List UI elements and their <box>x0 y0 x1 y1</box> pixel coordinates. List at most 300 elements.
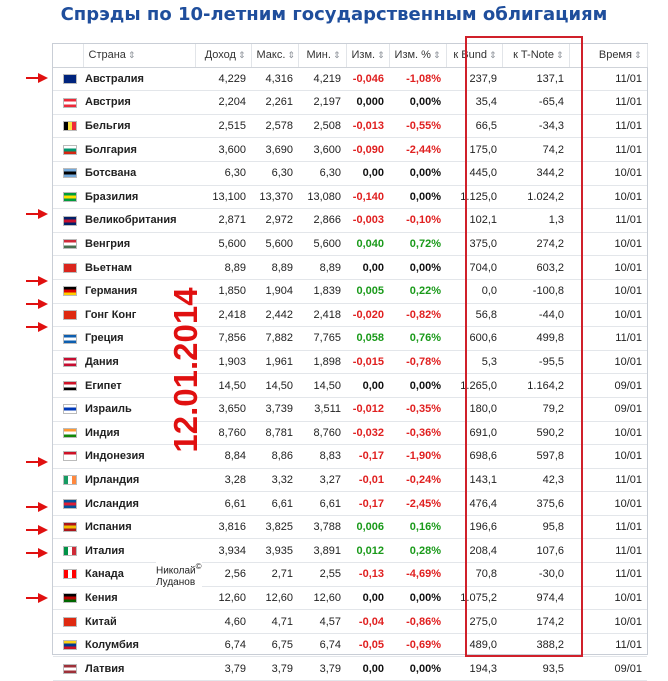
table-row[interactable] <box>53 421 647 445</box>
red-arrow-icon <box>26 299 48 309</box>
column-header-vs-bund[interactable]: к Bund ⇕ <box>446 44 502 67</box>
cell-change: 0,00 <box>346 256 389 280</box>
cell-vs-bund: 0,0 <box>446 279 502 303</box>
cell-low: 3,891 <box>298 539 346 563</box>
cell-high: 13,370 <box>251 185 298 209</box>
flag-cell <box>53 138 83 162</box>
cell-country[interactable]: Дания <box>83 350 195 374</box>
cell-country[interactable]: Бельгия <box>83 114 195 138</box>
cell-change: -0,032 <box>346 421 389 445</box>
cell-yield: 4,229 <box>195 67 251 91</box>
cell-country[interactable]: Болгария <box>83 138 195 162</box>
cell-change: -0,140 <box>346 185 389 209</box>
cell-vs-tnote: 95,8 <box>502 515 569 539</box>
cell-yield: 2,515 <box>195 114 251 138</box>
cell-high: 5,600 <box>251 232 298 256</box>
table-row[interactable] <box>53 350 647 374</box>
cell-vs-tnote: 79,2 <box>502 397 569 421</box>
cell-country[interactable]: Гонг Конг <box>83 303 195 327</box>
cell-country[interactable]: Исландия <box>83 492 195 516</box>
cell-vs-tnote: 137,1 <box>502 67 569 91</box>
cell-vs-tnote: 74,2 <box>502 138 569 162</box>
cell-vs-bund: 102,1 <box>446 209 502 233</box>
cell-change: -0,046 <box>346 67 389 91</box>
cell-time: 10/01 <box>569 279 647 303</box>
country-flag-icon <box>63 357 77 367</box>
cell-change-pct: -2,44% <box>389 138 446 162</box>
cell-vs-bund: 489,0 <box>446 633 502 657</box>
flag-cell <box>53 492 83 516</box>
column-header-time[interactable]: Время ⇕ <box>569 44 647 67</box>
flag-cell <box>53 327 83 351</box>
cell-change-pct: 0,76% <box>389 327 446 351</box>
cell-low: 3,600 <box>298 138 346 162</box>
red-arrow-icon <box>26 593 48 603</box>
cell-country[interactable]: Ирландия <box>83 468 195 492</box>
table-row[interactable] <box>53 610 647 634</box>
table-row[interactable] <box>53 586 647 610</box>
cell-low: 14,50 <box>298 374 346 398</box>
cell-yield: 2,871 <box>195 209 251 233</box>
cell-country[interactable]: Кения <box>83 586 195 610</box>
country-flag-icon <box>63 664 77 674</box>
cell-change-pct: -0,24% <box>389 468 446 492</box>
cell-yield: 3,600 <box>195 138 251 162</box>
cell-time: 09/01 <box>569 657 647 681</box>
flag-cell <box>53 586 83 610</box>
country-flag-icon <box>63 74 77 84</box>
flag-cell <box>53 279 83 303</box>
cell-country[interactable]: Израиль <box>83 397 195 421</box>
cell-country[interactable]: Австрия <box>83 91 195 115</box>
sort-icon[interactable]: ⇕ <box>237 50 246 61</box>
table-row[interactable] <box>53 539 647 563</box>
sort-icon[interactable]: ⇕ <box>633 50 642 61</box>
cell-high: 2,442 <box>251 303 298 327</box>
table-row[interactable] <box>53 138 647 162</box>
cell-low: 3,788 <box>298 515 346 539</box>
cell-low: 3,79 <box>298 657 346 681</box>
flag-cell <box>53 256 83 280</box>
cell-country[interactable]: Египет <box>83 374 195 398</box>
cell-low: 1,839 <box>298 279 346 303</box>
cell-country[interactable]: Великобритания <box>83 209 195 233</box>
cell-change: -0,13 <box>346 563 389 587</box>
country-flag-icon <box>63 310 77 320</box>
red-arrow-icon <box>26 209 48 219</box>
cell-change-pct: 0,00% <box>389 91 446 115</box>
country-flag-icon <box>63 216 77 226</box>
cell-high: 8,781 <box>251 421 298 445</box>
cell-change-pct: -4,69% <box>389 563 446 587</box>
flag-cell <box>53 303 83 327</box>
cell-change: -0,04 <box>346 610 389 634</box>
cell-high: 1,961 <box>251 350 298 374</box>
cell-low: 8,89 <box>298 256 346 280</box>
cell-low: 4,57 <box>298 610 346 634</box>
cell-country[interactable]: Италия <box>83 539 195 563</box>
table-row[interactable] <box>53 492 647 516</box>
bond-spread-table-container <box>52 43 648 675</box>
cell-change: -0,015 <box>346 350 389 374</box>
cell-country[interactable]: Ботсвана <box>83 161 195 185</box>
cell-country[interactable]: Испания <box>83 515 195 539</box>
cell-low: 6,61 <box>298 492 346 516</box>
table-row[interactable] <box>53 232 647 256</box>
table-row[interactable] <box>53 91 647 115</box>
flag-cell <box>53 633 83 657</box>
cell-high: 1,904 <box>251 279 298 303</box>
column-header-high[interactable]: Макс. ⇕ <box>251 44 298 67</box>
cell-change: -0,01 <box>346 468 389 492</box>
cell-time: 11/01 <box>569 114 647 138</box>
cell-change-pct: 0,16% <box>389 515 446 539</box>
cell-low: 3,511 <box>298 397 346 421</box>
cell-change-pct: -0,35% <box>389 397 446 421</box>
sort-icon[interactable]: ⇕ <box>377 50 385 61</box>
cell-time: 10/01 <box>569 445 647 469</box>
table-row[interactable] <box>53 327 647 351</box>
column-header-yield[interactable]: Доход ⇕ <box>195 44 251 67</box>
flag-cell <box>53 232 83 256</box>
table-row[interactable] <box>53 563 647 587</box>
cell-high: 6,61 <box>251 492 298 516</box>
cell-change-pct: 0,28% <box>389 539 446 563</box>
cell-high: 14,50 <box>251 374 298 398</box>
cell-low: 6,74 <box>298 633 346 657</box>
table-row[interactable] <box>53 185 647 209</box>
flag-column-header <box>53 44 83 67</box>
cell-vs-tnote: 375,6 <box>502 492 569 516</box>
table-header-row <box>53 44 647 67</box>
cell-high: 8,86 <box>251 445 298 469</box>
cell-vs-bund: 66,5 <box>446 114 502 138</box>
cell-yield: 12,60 <box>195 586 251 610</box>
table-row[interactable] <box>53 445 647 469</box>
table-row[interactable] <box>53 67 647 91</box>
cell-vs-bund: 5,3 <box>446 350 502 374</box>
sort-icon[interactable]: ⇕ <box>332 50 341 61</box>
flag-cell <box>53 350 83 374</box>
cell-country[interactable]: Индия <box>83 421 195 445</box>
cell-high: 7,882 <box>251 327 298 351</box>
cell-yield: 8,760 <box>195 421 251 445</box>
author-first-name: Николай <box>156 565 196 577</box>
table-row[interactable] <box>53 374 647 398</box>
flag-cell <box>53 563 83 587</box>
cell-time: 10/01 <box>569 421 647 445</box>
country-flag-icon <box>63 192 77 202</box>
flag-cell <box>53 539 83 563</box>
country-flag-icon <box>63 239 77 249</box>
cell-yield: 2,418 <box>195 303 251 327</box>
cell-time: 10/01 <box>569 586 647 610</box>
cell-time: 10/01 <box>569 350 647 374</box>
cell-vs-bund: 143,1 <box>446 468 502 492</box>
cell-vs-bund: 56,8 <box>446 303 502 327</box>
table-row[interactable] <box>53 468 647 492</box>
cell-change-pct: 0,00% <box>389 657 446 681</box>
cell-yield: 3,816 <box>195 515 251 539</box>
date-stamp: 12.01.2014 <box>167 287 204 453</box>
cell-time: 11/01 <box>569 67 647 91</box>
author-last-name: Луданов <box>156 577 196 589</box>
cell-yield: 3,650 <box>195 397 251 421</box>
cell-high: 3,935 <box>251 539 298 563</box>
cell-change: -0,17 <box>346 445 389 469</box>
cell-vs-bund: 70,8 <box>446 563 502 587</box>
cell-change-pct: 0,00% <box>389 161 446 185</box>
cell-time: 10/01 <box>569 492 647 516</box>
cell-time: 10/01 <box>569 303 647 327</box>
cell-country[interactable]: Германия <box>83 279 195 303</box>
cell-country[interactable]: Вьетнам <box>83 256 195 280</box>
country-flag-icon <box>63 640 77 650</box>
cell-country[interactable]: Индонезия <box>83 445 195 469</box>
cell-vs-tnote: 499,8 <box>502 327 569 351</box>
cell-vs-tnote: -30,0 <box>502 563 569 587</box>
column-header-change[interactable]: Изм. ⇕ <box>346 44 389 67</box>
cell-vs-tnote: -44,0 <box>502 303 569 327</box>
cell-country[interactable]: Греция <box>83 327 195 351</box>
cell-time: 11/01 <box>569 91 647 115</box>
cell-change: 0,005 <box>346 279 389 303</box>
cell-change-pct: -2,45% <box>389 492 446 516</box>
cell-country[interactable]: Бразилия <box>83 185 195 209</box>
flag-cell <box>53 610 83 634</box>
cell-change-pct: -1,08% <box>389 67 446 91</box>
table-row[interactable] <box>53 279 647 303</box>
cell-change: 0,00 <box>346 161 389 185</box>
cell-time: 10/01 <box>569 185 647 209</box>
cell-change: -0,090 <box>346 138 389 162</box>
table-row[interactable] <box>53 161 647 185</box>
cell-time: 11/01 <box>569 327 647 351</box>
flag-cell <box>53 91 83 115</box>
table-row[interactable] <box>53 303 647 327</box>
cell-yield: 5,600 <box>195 232 251 256</box>
cell-change: 0,00 <box>346 586 389 610</box>
country-flag-icon <box>63 522 77 532</box>
flag-cell <box>53 185 83 209</box>
cell-low: 2,55 <box>298 563 346 587</box>
country-flag-icon <box>63 404 77 414</box>
cell-vs-tnote: 590,2 <box>502 421 569 445</box>
country-flag-icon <box>63 593 77 603</box>
cell-vs-bund: 194,3 <box>446 657 502 681</box>
country-flag-icon <box>63 263 77 273</box>
cell-vs-bund: 600,6 <box>446 327 502 351</box>
cell-vs-tnote: 42,3 <box>502 468 569 492</box>
cell-high: 12,60 <box>251 586 298 610</box>
cell-yield: 3,79 <box>195 657 251 681</box>
table-row[interactable] <box>53 397 647 421</box>
cell-country[interactable]: Латвия <box>83 657 195 681</box>
flag-cell <box>53 515 83 539</box>
cell-vs-bund: 1.125,0 <box>446 185 502 209</box>
column-header-vs-tnote[interactable]: к T-Note ⇕ <box>502 44 569 67</box>
cell-time: 10/01 <box>569 232 647 256</box>
flag-cell <box>53 421 83 445</box>
cell-yield: 8,89 <box>195 256 251 280</box>
cell-country[interactable]: Венгрия <box>83 232 195 256</box>
column-header-low[interactable]: Мин. ⇕ <box>298 44 346 67</box>
cell-country[interactable]: Колумбия <box>83 633 195 657</box>
country-flag-icon <box>63 569 77 579</box>
flag-cell <box>53 374 83 398</box>
cell-high: 3,739 <box>251 397 298 421</box>
page-title: Спрэды по 10-летним государственным облигациям <box>60 4 608 25</box>
cell-change-pct: 0,00% <box>389 185 446 209</box>
cell-yield: 4,60 <box>195 610 251 634</box>
cell-change-pct: 0,22% <box>389 279 446 303</box>
cell-vs-bund: 1.075,2 <box>446 586 502 610</box>
flag-cell <box>53 114 83 138</box>
cell-vs-tnote: 388,2 <box>502 633 569 657</box>
cell-change: 0,058 <box>346 327 389 351</box>
cell-yield: 1,903 <box>195 350 251 374</box>
table-row[interactable] <box>53 657 647 681</box>
cell-high: 4,316 <box>251 67 298 91</box>
cell-change: -0,020 <box>346 303 389 327</box>
country-flag-icon <box>63 121 77 131</box>
cell-high: 8,89 <box>251 256 298 280</box>
cell-high: 3,79 <box>251 657 298 681</box>
cell-yield: 6,61 <box>195 492 251 516</box>
sort-icon[interactable]: ⇕ <box>127 50 136 61</box>
column-header-change-pct[interactable]: Изм. % ⇕ <box>389 44 446 67</box>
cell-low: 12,60 <box>298 586 346 610</box>
red-arrow-icon <box>26 548 48 558</box>
country-flag-icon <box>63 546 77 556</box>
cell-low: 2,866 <box>298 209 346 233</box>
sort-icon[interactable]: ⇕ <box>287 50 295 61</box>
cell-yield: 8,84 <box>195 445 251 469</box>
cell-country[interactable]: Австралия <box>83 67 195 91</box>
cell-vs-tnote: -65,4 <box>502 91 569 115</box>
cell-yield: 7,856 <box>195 327 251 351</box>
cell-change: -0,012 <box>346 397 389 421</box>
author-signature <box>156 561 202 589</box>
table-row[interactable] <box>53 256 647 280</box>
country-flag-icon <box>63 145 77 155</box>
cell-country[interactable]: Китай <box>83 610 195 634</box>
sort-icon[interactable]: ⇕ <box>555 50 564 61</box>
cell-time: 09/01 <box>569 374 647 398</box>
cell-change-pct: -0,82% <box>389 303 446 327</box>
copyright-mark: © <box>195 562 202 571</box>
cell-change: -0,003 <box>346 209 389 233</box>
cell-time: 10/01 <box>569 256 647 280</box>
cell-high: 2,261 <box>251 91 298 115</box>
table-body <box>53 67 647 680</box>
cell-vs-bund: 698,6 <box>446 445 502 469</box>
cell-vs-tnote: -100,8 <box>502 279 569 303</box>
table-row[interactable] <box>53 114 647 138</box>
flag-cell <box>53 468 83 492</box>
table-row[interactable] <box>53 633 647 657</box>
cell-time: 09/01 <box>569 397 647 421</box>
cell-time: 11/01 <box>569 539 647 563</box>
cell-change: 0,040 <box>346 232 389 256</box>
cell-vs-tnote: 597,8 <box>502 445 569 469</box>
cell-yield: 6,30 <box>195 161 251 185</box>
country-flag-icon <box>63 617 77 627</box>
country-flag-icon <box>63 381 77 391</box>
country-flag-icon <box>63 286 77 296</box>
flag-cell <box>53 397 83 421</box>
cell-low: 8,83 <box>298 445 346 469</box>
country-flag-icon <box>63 168 77 178</box>
cell-high: 4,71 <box>251 610 298 634</box>
cell-vs-bund: 704,0 <box>446 256 502 280</box>
cell-change-pct: 0,00% <box>389 374 446 398</box>
cell-yield: 2,204 <box>195 91 251 115</box>
cell-time: 10/01 <box>569 161 647 185</box>
cell-vs-tnote: 93,5 <box>502 657 569 681</box>
cell-vs-bund: 196,6 <box>446 515 502 539</box>
cell-high: 2,972 <box>251 209 298 233</box>
cell-low: 4,219 <box>298 67 346 91</box>
cell-high: 2,578 <box>251 114 298 138</box>
cell-vs-tnote: 174,2 <box>502 610 569 634</box>
cell-low: 8,760 <box>298 421 346 445</box>
cell-yield: 13,100 <box>195 185 251 209</box>
bond-spread-table <box>53 44 648 681</box>
cell-change-pct: 0,00% <box>389 586 446 610</box>
cell-change-pct: -0,55% <box>389 114 446 138</box>
cell-low: 2,508 <box>298 114 346 138</box>
cell-yield: 3,28 <box>195 468 251 492</box>
cell-time: 11/01 <box>569 515 647 539</box>
cell-low: 1,898 <box>298 350 346 374</box>
flag-cell <box>53 445 83 469</box>
table-row[interactable] <box>53 209 647 233</box>
sort-icon[interactable]: ⇕ <box>432 50 441 61</box>
country-flag-icon <box>63 334 77 344</box>
cell-change-pct: 0,00% <box>389 256 446 280</box>
cell-change-pct: -0,10% <box>389 209 446 233</box>
cell-vs-tnote: 603,2 <box>502 256 569 280</box>
cell-country[interactable]: Канада <box>83 563 195 587</box>
cell-high: 6,75 <box>251 633 298 657</box>
cell-vs-bund: 375,0 <box>446 232 502 256</box>
cell-vs-tnote: -34,3 <box>502 114 569 138</box>
cell-vs-bund: 180,0 <box>446 397 502 421</box>
cell-low: 6,30 <box>298 161 346 185</box>
cell-change-pct: -1,90% <box>389 445 446 469</box>
cell-high: 3,690 <box>251 138 298 162</box>
country-flag-icon <box>63 98 77 108</box>
cell-change-pct: -0,78% <box>389 350 446 374</box>
country-flag-icon <box>63 499 77 509</box>
cell-time: 11/01 <box>569 468 647 492</box>
cell-vs-bund: 476,4 <box>446 492 502 516</box>
cell-change-pct: -0,86% <box>389 610 446 634</box>
cell-time: 11/01 <box>569 209 647 233</box>
sort-icon[interactable]: ⇕ <box>488 50 497 61</box>
red-arrow-icon <box>26 502 48 512</box>
cell-low: 7,765 <box>298 327 346 351</box>
red-arrow-icon <box>26 73 48 83</box>
cell-change-pct: -0,69% <box>389 633 446 657</box>
column-header-country[interactable]: Страна ⇕ <box>83 44 195 67</box>
cell-vs-tnote: 107,6 <box>502 539 569 563</box>
cell-yield: 14,50 <box>195 374 251 398</box>
cell-yield: 3,934 <box>195 539 251 563</box>
cell-vs-bund: 175,0 <box>446 138 502 162</box>
table-row[interactable] <box>53 515 647 539</box>
